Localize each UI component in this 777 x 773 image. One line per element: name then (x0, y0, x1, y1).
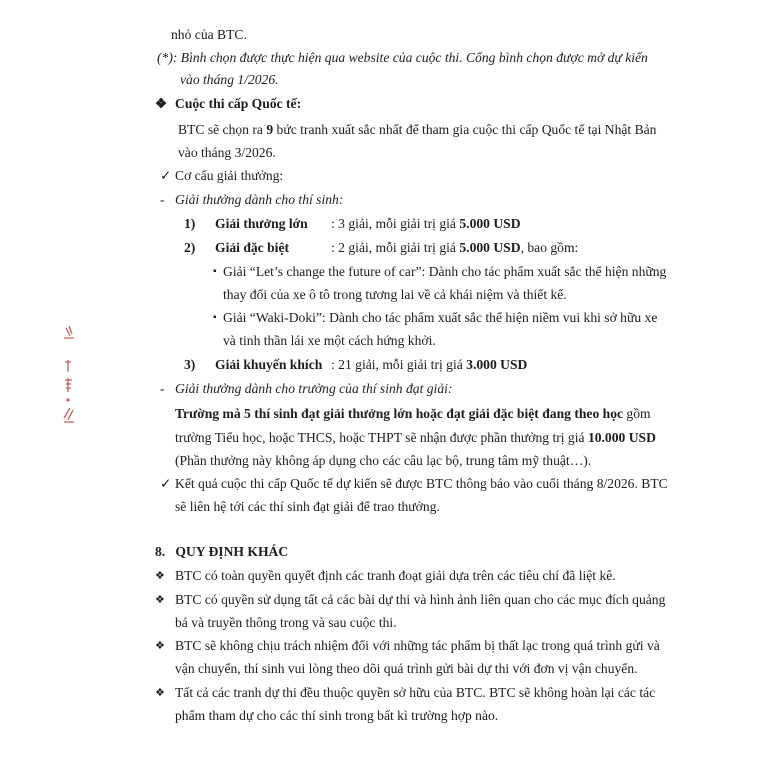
text-line: Trường mà 5 thí sinh đạt giải thưởng lớn hoặc đạt giải đặc biệt đang theo học gồm (175, 406, 651, 421)
rule-line: BTC có toàn quyền quyết định các tranh đoạt giải dựa trên các tiêu chí đã liệt kê. (175, 568, 616, 583)
prize-name: Giải đặc biệt (215, 240, 290, 255)
rule-line: Tất cả các tranh dự thi đều thuộc quyền sở hữu của BTC. BTC sẽ không hoàn lại các tác (175, 685, 656, 700)
prize-detail: : 3 giải, mỗi giải trị giá 5.000 USD (331, 216, 521, 231)
text-line: Kết quả cuộc thi cấp Quốc tế dự kiến sẽ được BTC thông báo vào cuối tháng 8/2026. BTC (175, 476, 668, 491)
list-number: 1) (184, 216, 196, 231)
bullet-line: thay đổi của xe ô tô trong tương lai về cả khái niệm và thiết kế. (223, 287, 567, 302)
text-line: (Phần thưởng này không áp dụng cho các câu lạc bộ, trung tâm mỹ thuật…). (175, 453, 592, 468)
diamond-bullet-icon: ❖ (155, 594, 165, 606)
note-line: vào tháng 1/2026. (180, 72, 279, 87)
diamond-bullet-icon: ❖ (155, 96, 168, 111)
prize-detail: : 21 giải, mỗi giải trị giá 3.000 USD (331, 357, 528, 372)
bullet-line: và tinh thần lái xe một cách hứng khởi. (223, 333, 436, 348)
square-bullet-icon: ▪ (213, 312, 217, 323)
text-line: BTC sẽ chọn ra 9 bức tranh xuất sắc nhất để tham gia cuộc thi cấp Quốc tế tại Nhật Bản (178, 122, 657, 137)
margin-stamp-mark (60, 322, 78, 432)
list-number: 2) (184, 240, 196, 255)
checkmark-icon: ✓ (160, 168, 172, 183)
section-heading: 8. QUY ĐỊNH KHÁC (155, 544, 289, 559)
checkmark-icon: ✓ (160, 476, 172, 491)
text-line: sẽ liên hệ tới các thí sinh đạt giải để trao thưởng. (175, 499, 440, 514)
square-bullet-icon: ▪ (213, 266, 217, 277)
text-line: trường Tiểu học, hoặc THCS, hoặc THPT sẽ nhận được phần thưởng trị giá 10.000 USD (175, 430, 656, 445)
prize-name: Giải thưởng lớn (215, 216, 308, 231)
rule-line: BTC sẽ không chịu trách nhiệm đối với những tác phẩm bị thất lạc trong quá trình gửi và (175, 638, 660, 653)
list-number: 3) (184, 357, 196, 372)
diamond-bullet-icon: ❖ (155, 687, 165, 699)
subheading-line: Giải thưởng dành cho trường của thí sinh đạt giải: (175, 381, 453, 396)
dash-bullet-icon: - (160, 192, 165, 207)
text-line: vào tháng 3/2026. (178, 145, 276, 160)
text-line: Cơ cấu giải thưởng: (175, 168, 284, 183)
rule-line: BTC có quyền sử dụng tất cả các bài dự thi và hình ảnh liên quan cho các mục đích quảng (175, 592, 666, 607)
section-heading: Cuộc thi cấp Quốc tế: (175, 96, 302, 111)
subheading-line: Giải thưởng dành cho thí sinh: (175, 192, 344, 207)
rule-line: bá và truyền thông trong và sau cuộc thi. (175, 615, 397, 630)
prize-name: Giải khuyến khích (215, 357, 323, 372)
dash-bullet-icon: - (160, 381, 165, 396)
prize-detail: : 2 giải, mỗi giải trị giá 5.000 USD, bao gồm: (331, 240, 579, 255)
diamond-bullet-icon: ❖ (155, 640, 165, 652)
bullet-line: Giải “Let’s change the future of car”: Dành cho tác phẩm xuất sắc thể hiện những (223, 264, 667, 279)
diamond-bullet-icon: ❖ (155, 570, 165, 582)
rule-line: phẩm tham dự cho các thí sinh trong bất kì trường hợp nào. (175, 708, 499, 723)
bullet-line: Giải “Waki-Doki”: Dành cho tác phẩm xuất sắc thể hiện niềm vui khi sở hữu xe (223, 310, 658, 325)
note-line: (*): Bình chọn được thực hiện qua website của cuộc thi. Cổng bình chọn được mở dự kiến (157, 50, 648, 65)
rule-line: vận chuyển, thí sinh vui lòng theo dõi quá trình gửi bài dự thi với đơn vị vận chuyển. (175, 661, 638, 676)
text-line: nhỏ của BTC. (171, 27, 247, 42)
